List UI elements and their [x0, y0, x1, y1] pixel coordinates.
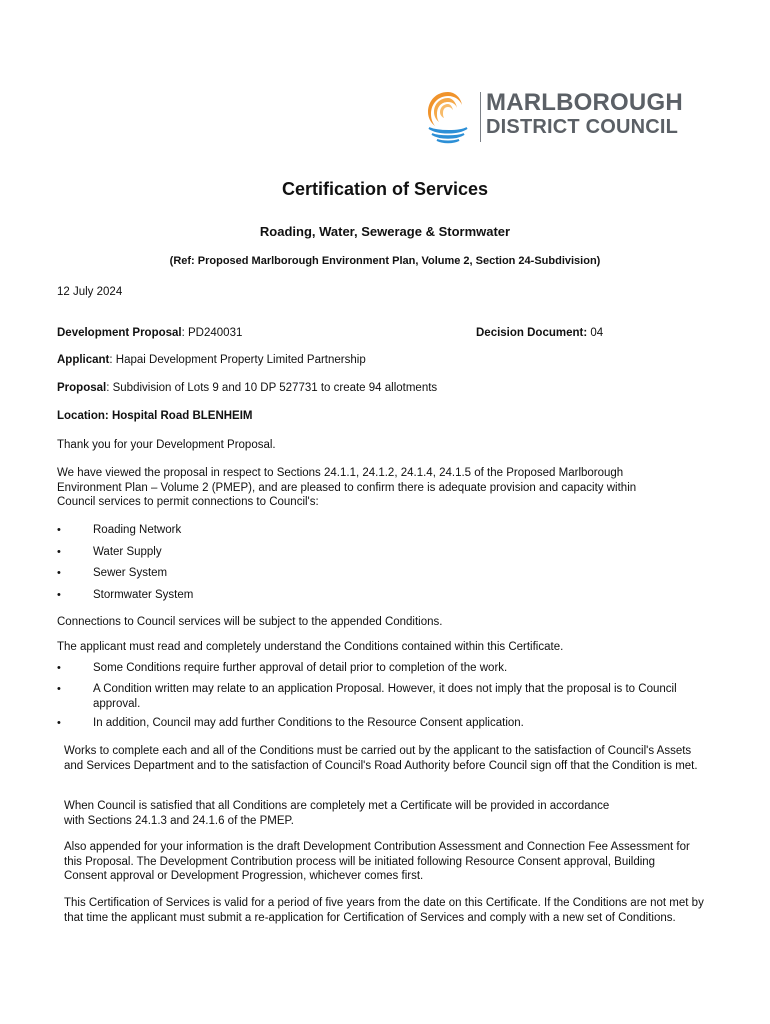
development-proposal-label: Development Proposal	[57, 327, 182, 339]
appended-paragraph: Also appended for your information is the draft Development Contribution Assessment and Connection Fee Assessment for this Proposal. The Development Contribution process will be initiated following Resource Consent approval, Building Consent approval or Development Progression, whichever comes first.	[64, 841, 690, 882]
document-date: 12 July 2024	[57, 286, 123, 298]
bullet-glyph: •	[57, 589, 61, 601]
decision-document-value: 04	[587, 327, 604, 339]
bullet-glyph: •	[57, 662, 61, 674]
must-read-text: The applicant must read and completely understand the Conditions contained within this Certificate.	[57, 641, 564, 653]
satisfied-paragraph: When Council is satisfied that all Conditions are completely met a Certificate will be provided in accordance with Sections 24.1.3 and 24.1.6 of the PMEP.	[64, 800, 610, 827]
service-item: Sewer System	[93, 567, 168, 579]
condition-note: Some Conditions require further approval of detail prior to completion of the work.	[93, 662, 508, 674]
council-logo	[424, 88, 714, 146]
decision-document-label: Decision Document:	[476, 327, 588, 339]
development-proposal	[57, 326, 242, 341]
works-paragraph: Works to complete each and all of the Conditions must be carried out by the applicant to the satisfaction of Council's Assets and Services Department and to the satisfaction of Council's Road Authority before Council sign off that the Condition is met.	[64, 745, 698, 772]
proposal-label: Proposal	[57, 382, 107, 394]
proposal-value: : Subdivision of Lots 9 and 10 DP 527731 to create 94 allotments	[106, 382, 438, 394]
applicant	[57, 353, 366, 368]
page-title: Certification of Services	[281, 179, 489, 199]
service-item: Roading Network	[93, 524, 182, 536]
logo-divider	[480, 92, 481, 142]
bullet-glyph: •	[57, 717, 61, 729]
logo-line-2: DISTRICT COUNCIL	[486, 116, 679, 138]
bullet-glyph: •	[57, 546, 61, 558]
bullet-glyph: •	[57, 567, 61, 579]
applicant-value: : Hapai Development Property Limited Partnership	[109, 354, 366, 366]
connections-text: Connections to Council services will be subject to the appended Conditions.	[57, 616, 443, 628]
bullet-glyph: •	[57, 683, 61, 695]
service-item: Water Supply	[93, 546, 162, 558]
logo-line-1: MARLBOROUGH	[486, 89, 683, 116]
viewed-paragraph: We have viewed the proposal in respect to Sections 24.1.1, 24.1.2, 24.1.4, 24.1.5 of the Proposed Marlborough Environment Plan – Volume 2 (PMEP), and are pleased to confirm there is adequate provision and capacity within Council services to permit connections to Council's:	[57, 467, 637, 508]
thanks-text: Thank you for your Development Proposal.	[57, 439, 276, 451]
proposal	[57, 381, 437, 396]
validity-paragraph: This Certification of Services is valid for a period of five years from the date on this Certificate. If the Conditions are not met by that time the applicant must submit a re-application for Certification of Services and comply with a new set of Conditions.	[64, 897, 704, 924]
location: Location: Hospital Road BLENHEIM	[57, 410, 253, 422]
applicant-label: Applicant	[57, 354, 110, 366]
condition-note: A Condition written may relate to an application Proposal. However, it does not imply that the proposal is to Council approval.	[93, 683, 677, 710]
logo-wordmark	[486, 91, 683, 139]
service-item: Stormwater System	[93, 589, 194, 601]
condition-note: In addition, Council may add further Conditions to the Resource Consent application.	[93, 717, 524, 729]
development-proposal-value: : PD240031	[181, 327, 243, 339]
page-subtitle: Roading, Water, Sewerage & Stormwater	[259, 224, 511, 239]
bullet-glyph: •	[57, 524, 61, 536]
council-swirl-logo-icon	[424, 88, 472, 144]
decision-document	[476, 326, 603, 341]
reference-line: (Ref: Proposed Marlborough Environment Plan, Volume 2, Section 24-Subdivision)	[169, 255, 601, 267]
